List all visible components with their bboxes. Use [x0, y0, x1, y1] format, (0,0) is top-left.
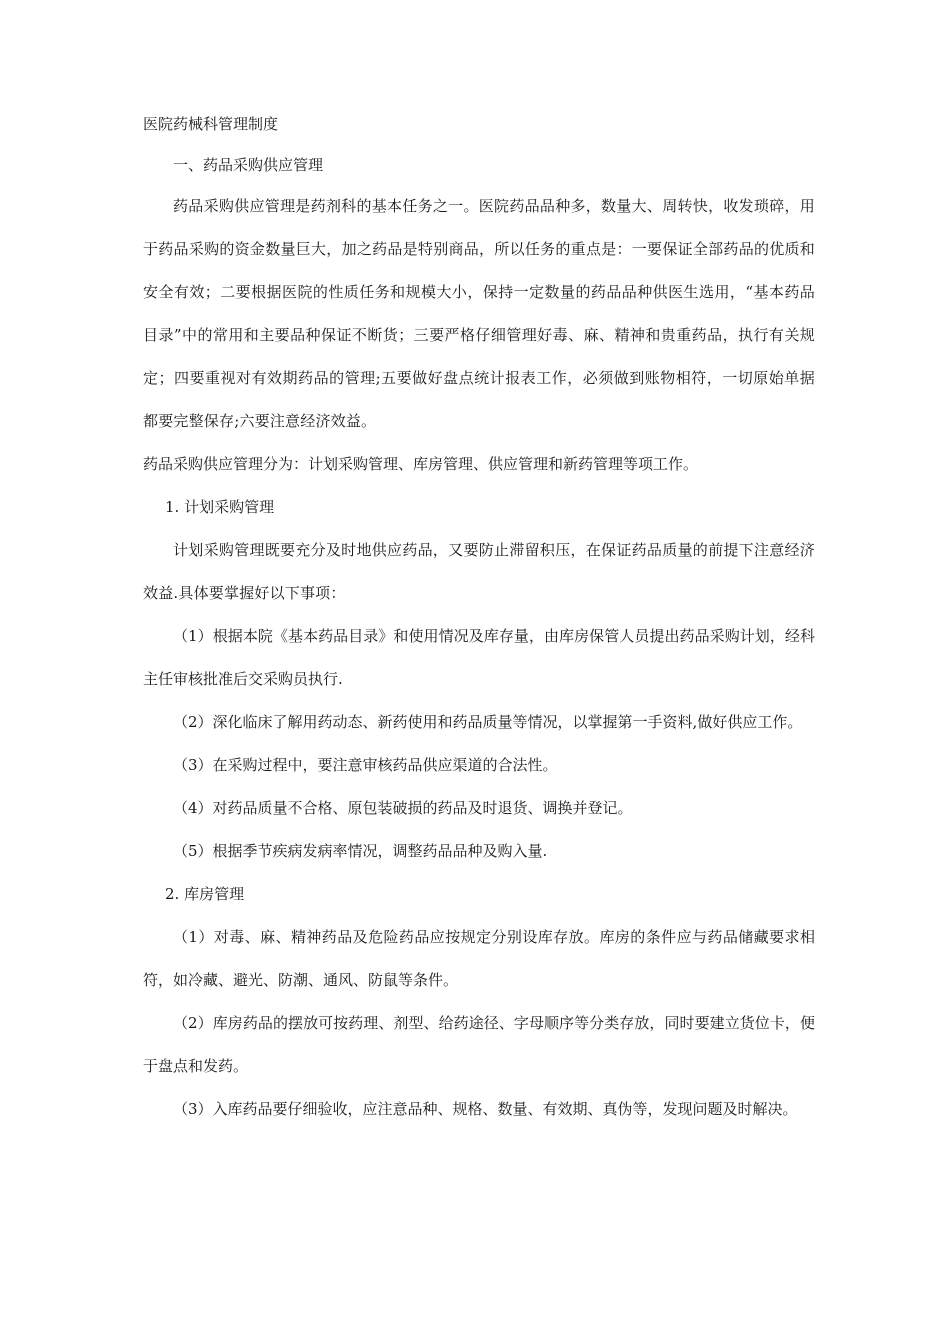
division-paragraph: 药品采购供应管理分为：计划采购管理、库房管理、供应管理和新药管理等项工作。 — [143, 455, 699, 473]
list-item: （2）深化临床了解用药动态、新药使用和药品质量等情况，以掌握第一手资料,做好供应工作。 — [173, 713, 803, 731]
list-item: （1）根据本院《基本药品目录》和使用情况及库存量，由库房保管人员提出药品采购计划，经科主任审核批准后交采购员执行. — [143, 627, 815, 688]
list-item: （4）对药品质量不合格、原包装破损的药品及时退货、调换并登记。 — [173, 799, 633, 817]
list-item: （3）在采购过程中，要注意审核药品供应渠道的合法性。 — [173, 756, 558, 774]
section-heading: 一、药品采购供应管理 — [173, 156, 324, 174]
list-item: （2）库房药品的摆放可按药理、剂型、给药途径、字母顺序等分类存放，同时要建立货位卡，便于盘点和发药。 — [143, 1014, 815, 1075]
list-item: （1）对毒、麻、精神药品及危险药品应按规定分别设库存放。库房的条件应与药品储藏要求相符，如冷藏、避光、防潮、通风、防鼠等条件。 — [143, 928, 815, 989]
subsection-intro: 计划采购管理既要充分及时地供应药品，又要防止滞留积压，在保证药品质量的前提下注意经济效益.具体要掌握好以下事项： — [143, 541, 815, 602]
document-page — [143, 110, 815, 1131]
subsection-heading: 1. 计划采购管理 — [165, 498, 275, 516]
list-item: （3）入库药品要仔细验收，应注意品种、规格、数量、有效期、真伪等，发现问题及时解决。 — [173, 1100, 798, 1118]
document-title: 医院药械科管理制度 — [143, 115, 279, 133]
subsection-heading: 2. 库房管理 — [165, 885, 245, 903]
intro-paragraph: 药品采购供应管理是药剂科的基本任务之一。医院药品品种多，数量大、周转快，收发琐碎，用于药品采购的资金数量巨大，加之药品是特别商品，所以任务的重点是：一要保证全部药品的优质和安全有效；二要根据医院的性质任务和规模大小，保持一定数量的药品品种供医生选用，“基本药品目录”中的常用和主要品种保证不断货；三要严格仔细管理好毒、麻、精神和贵重药品，执行有关规定；四要重视对有效期药品的管理;五要做好盘点统计报表工作，必须做到账物相符，一切原始单据都要完整保存;六要注意经济效益。 — [143, 197, 815, 430]
list-item: （5）根据季节疾病发病率情况，调整药品品种及购入量. — [173, 842, 548, 860]
